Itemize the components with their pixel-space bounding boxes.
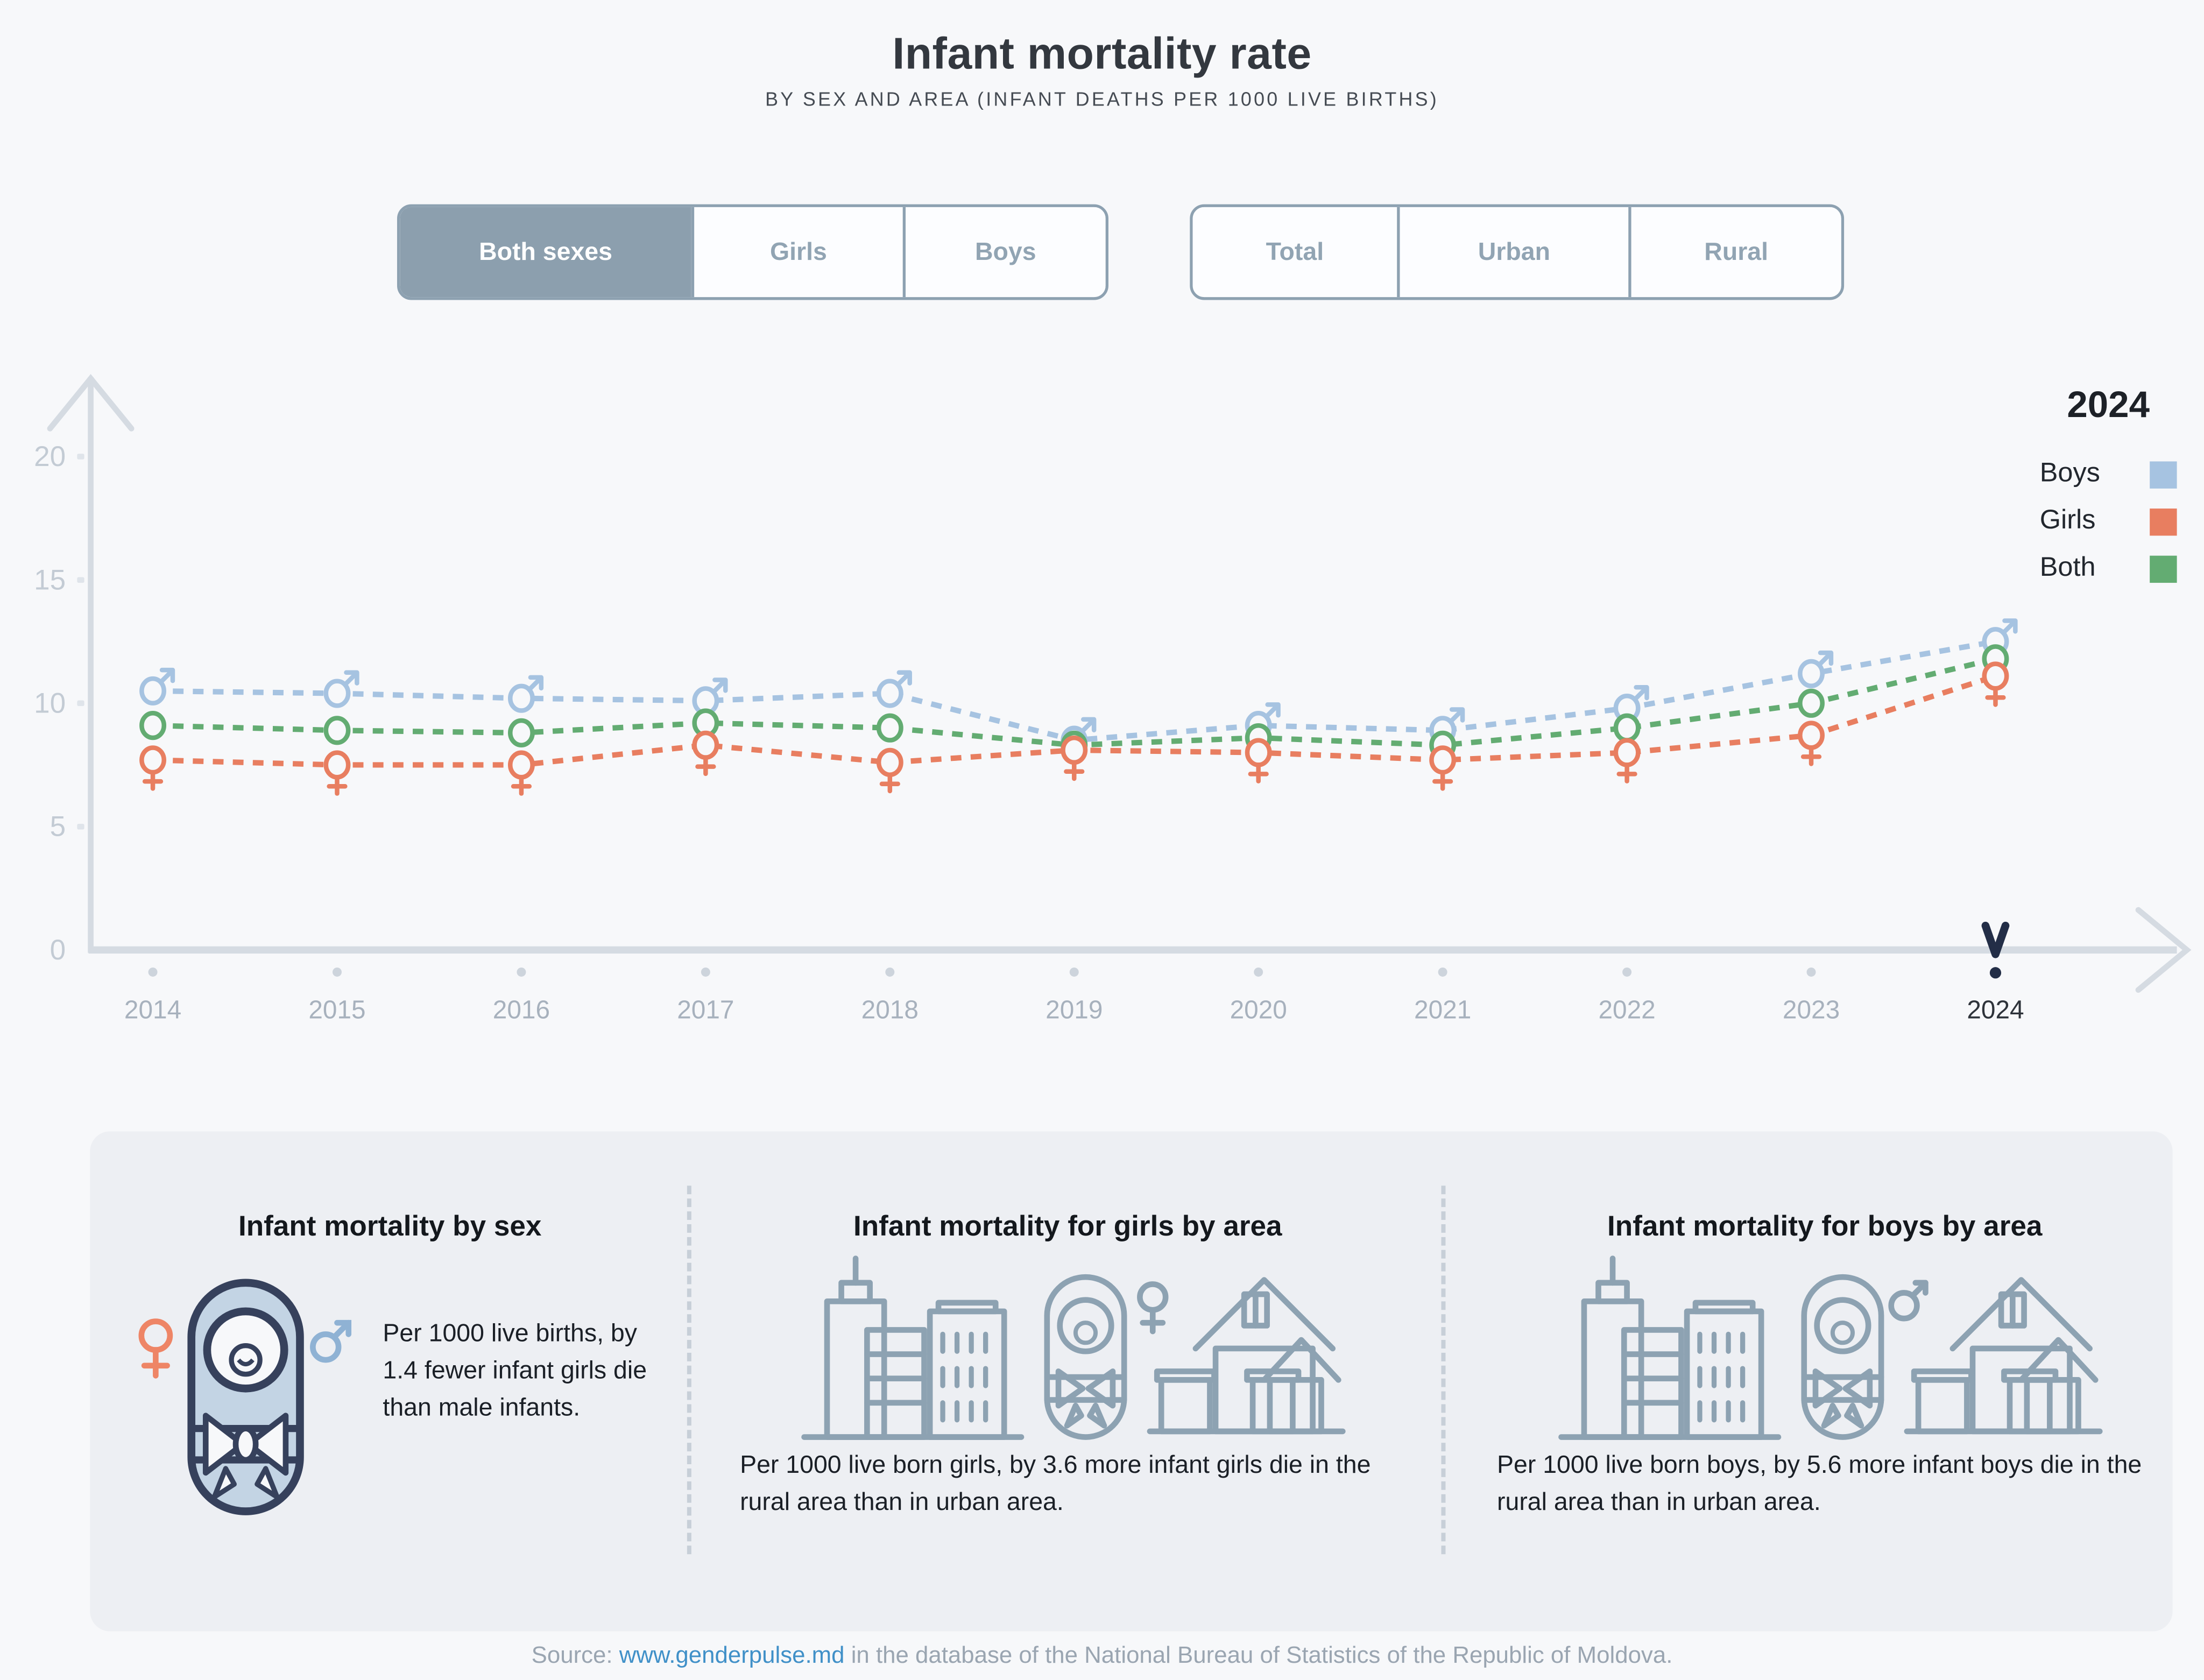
year-dot <box>149 968 158 977</box>
female-circle-icon <box>695 733 717 758</box>
circle-circle-icon <box>1616 716 1638 740</box>
marker-female-2014 <box>142 747 164 788</box>
filter-total[interactable]: Total <box>1193 207 1397 297</box>
panel-divider-1 <box>687 1185 691 1554</box>
card-text-girls-area: Per 1000 live born girls, by 3.6 more infant girls die in the rural area than in urban area. <box>740 1450 1371 1516</box>
marker-female-2019 <box>1063 738 1085 779</box>
year-dot <box>1070 968 1079 977</box>
year-dot <box>517 968 526 977</box>
female-circle-icon <box>879 750 901 775</box>
x-label-2024[interactable]: 2024 <box>1967 996 2024 1025</box>
filter-both-sexes[interactable]: Both sexes <box>400 207 691 297</box>
series-line-boys <box>153 641 1995 740</box>
marker-circle-2015 <box>326 718 348 743</box>
y-label-5: 5 <box>50 810 66 843</box>
card-title-girls-area: Infant mortality for girls by area <box>853 1211 1282 1243</box>
legend-swatch-girls-icon <box>2150 508 2177 535</box>
x-label-2020[interactable]: 2020 <box>1230 996 1287 1025</box>
marker-female-2022 <box>1616 740 1638 781</box>
legend-label-girls: Girls <box>2039 505 2096 536</box>
female-circle-icon <box>1616 740 1638 765</box>
source-suffix: in the database of the National Bureau of Statistics of the Republic of Moldova. <box>844 1642 1673 1669</box>
marker-circle-2023 <box>1800 691 1822 716</box>
filter-urban[interactable]: Urban <box>1397 207 1628 297</box>
marker-female-2018 <box>879 750 901 791</box>
y-label-0: 0 <box>50 934 66 966</box>
filter-boys[interactable]: Boys <box>903 207 1106 297</box>
x-label-2016[interactable]: 2016 <box>492 996 550 1025</box>
female-circle-icon <box>1984 664 2007 689</box>
female-circle-icon <box>326 753 348 778</box>
y-tick-20 <box>77 454 84 460</box>
circle-circle-icon <box>326 718 348 743</box>
legend-label-both: Both <box>2039 553 2096 583</box>
year-dot <box>1622 968 1631 977</box>
x-label-2022[interactable]: 2022 <box>1598 996 1656 1025</box>
legend-label-boys: Boys <box>2039 458 2100 489</box>
x-label-2021[interactable]: 2021 <box>1414 996 1472 1025</box>
baby-with-sex-symbols-icon <box>131 1268 360 1526</box>
female-circle-icon <box>1247 740 1269 765</box>
year-dot <box>1807 968 1816 977</box>
source-line <box>0 1643 2204 1670</box>
legend-row-boys <box>2040 458 2177 490</box>
circle-circle-icon <box>142 713 164 738</box>
marker-circle-2016 <box>510 721 532 745</box>
legend-row-girls <box>2040 506 2177 537</box>
urban-baby-girl-rural-icon <box>793 1251 1350 1444</box>
y-tick-15 <box>77 577 84 583</box>
female-circle-icon <box>1063 738 1085 763</box>
panel-divider-2 <box>1441 1185 1445 1554</box>
source-prefix: Source: <box>531 1642 619 1669</box>
marker-female-2020 <box>1247 740 1269 781</box>
marker-male-2014 <box>142 670 173 703</box>
legend-swatch-both-icon <box>2150 555 2177 582</box>
marker-circle-2022 <box>1616 716 1638 740</box>
card-text-boys-area: Per 1000 live born boys, by 5.6 more infant boys die in the rural area than in urban area. <box>1497 1450 2142 1516</box>
female-circle-icon <box>1431 747 1453 772</box>
legend-year: 2024 <box>2067 383 2150 426</box>
x-label-2023[interactable]: 2023 <box>1782 996 1840 1025</box>
marker-female-2024 <box>1984 664 2007 705</box>
current-year-dot-icon <box>1990 967 2001 978</box>
marker-circle-2018 <box>879 716 901 740</box>
urban-baby-boy-rural-icon <box>1550 1251 2107 1444</box>
legend <box>2040 383 2177 599</box>
page-title: Infant mortality rate <box>892 29 1312 79</box>
y-label-20: 20 <box>34 440 66 472</box>
chart-xaxis-layer <box>124 926 2024 1025</box>
marker-female-2017 <box>695 733 717 774</box>
chart-series-layer <box>142 620 2015 793</box>
x-label-2017[interactable]: 2017 <box>677 996 734 1025</box>
x-label-2015[interactable]: 2015 <box>308 996 366 1025</box>
year-dot <box>1254 968 1263 977</box>
marker-female-2015 <box>326 753 348 794</box>
female-circle-icon <box>510 753 532 778</box>
year-dot <box>1438 968 1447 977</box>
y-tick-5 <box>77 824 84 830</box>
source-link[interactable]: www.genderpulse.md <box>619 1642 845 1669</box>
page-subtitle: BY SEX AND AREA (INFANT DEATHS PER 1000 LIVE BIRTHS) <box>765 88 1439 110</box>
card-title-boys-area: Infant mortality for boys by area <box>1607 1211 2043 1243</box>
y-label-15: 15 <box>34 564 66 596</box>
card-text-sex: Per 1000 live births, by 1.4 fewer infant girls die than male infants. <box>383 1318 647 1422</box>
marker-circle-2014 <box>142 713 164 738</box>
circle-circle-icon <box>1800 691 1822 716</box>
marker-female-2023 <box>1800 723 1822 764</box>
legend-swatch-boys-icon <box>2150 461 2177 488</box>
female-circle-icon <box>1800 723 1822 748</box>
card-title-sex: Infant mortality by sex <box>238 1211 542 1243</box>
year-dot <box>701 968 710 977</box>
legend-row-both <box>2040 553 2177 584</box>
marker-male-2015 <box>326 673 357 706</box>
filter-rural[interactable]: Rural <box>1628 207 1841 297</box>
circle-circle-icon <box>510 721 532 745</box>
x-label-2014[interactable]: 2014 <box>124 996 182 1025</box>
circle-circle-icon <box>879 716 901 740</box>
year-dot <box>333 968 342 977</box>
marker-female-2021 <box>1431 747 1453 788</box>
x-label-2019[interactable]: 2019 <box>1046 996 1103 1025</box>
marker-male-2016 <box>510 677 541 711</box>
x-label-2018[interactable]: 2018 <box>861 996 919 1025</box>
marker-male-2018 <box>879 673 910 706</box>
female-circle-icon <box>142 747 164 772</box>
marker-female-2016 <box>510 753 532 794</box>
y-tick-10 <box>77 701 84 707</box>
marker-male-2017 <box>695 680 726 714</box>
year-dot <box>885 968 894 977</box>
y-label-10: 10 <box>34 687 66 719</box>
filter-girls[interactable]: Girls <box>691 207 903 297</box>
